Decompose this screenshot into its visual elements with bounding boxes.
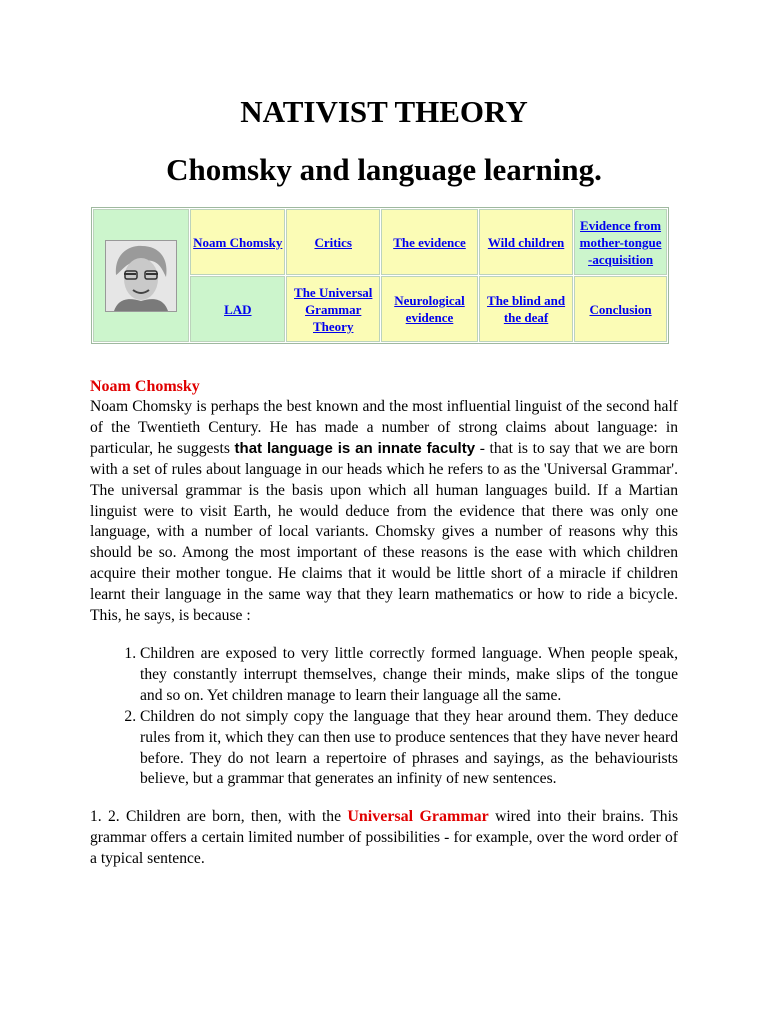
nav-cell-blind-deaf — [479, 276, 573, 342]
innate-faculty-emphasis: that language is an innate faculty — [234, 439, 476, 457]
nav-link-neurological-evidence[interactable]: Neurological evidence — [394, 293, 465, 325]
universal-grammar-highlight: Universal Grammar — [347, 808, 489, 826]
ug-text-start: 1. 2. Children are born, then, with the — [90, 808, 348, 826]
nav-link-critics[interactable]: Critics — [314, 234, 352, 250]
nav-link-mother-tongue-acquisition[interactable]: Evidence from mother-tongue -acquisition — [579, 217, 662, 267]
chomsky-portrait-photo — [105, 240, 177, 312]
nav-link-universal-grammar-theory[interactable]: The Universal Grammar Theory — [294, 284, 373, 334]
nav-cell-neurological — [381, 276, 478, 342]
nav-cell-critics — [286, 209, 380, 275]
nav-link-lad[interactable]: LAD — [224, 301, 252, 317]
nav-link-noam-chomsky[interactable]: Noam Chomsky — [193, 234, 283, 250]
navigation-table — [91, 207, 669, 344]
nav-cell-wild-children — [479, 209, 573, 275]
universal-grammar-paragraph — [90, 807, 678, 870]
intro-text-end: - that is to say that we are born with a set of rules about language in our heads which he refers to as the 'Universal Grammar'. The universal grammar is the basis upon which all human languages build. If a Martian linguist were to visit Earth, he would deduce from the evidence that there was only one language, with a number of local variants. Chomsky gives a number of reasons why this should be so. Among the most important of these reasons is the ease with which children acquire their mother tongue. He claims that it would be little short of a miracle if children learnt their language in the same way that they learn mathematics or how to ride a bicycle. This, he says, is because : — [90, 439, 679, 625]
intro-paragraph — [90, 397, 678, 627]
list-item: 1. Children are exposed to very little correctly formed language. When people speak, they constantly interrupt themselves, change their minds, make slips of the tongue and so on. Yet children manage to learn their language all the same. — [140, 644, 678, 707]
nav-cell-conclusion — [574, 276, 667, 342]
nav-cell-universal-grammar — [286, 276, 380, 342]
section-heading: Noam Chomsky — [90, 378, 200, 395]
nav-cell-lad — [190, 276, 285, 342]
nav-link-conclusion[interactable]: Conclusion — [589, 301, 652, 317]
list-item: 2. Children do not simply copy the language that they hear around them. They deduce rules from it, which they can then use to produce sentences that they have never heard before. They do not learn a repertoire of phrases and sayings, as the behaviourists believe, but a grammar that generates an infinity of new sentences. — [140, 707, 678, 791]
nav-link-blind-and-deaf[interactable]: The blind and the deaf — [487, 293, 566, 325]
intro-text-start: Noam Chomsky is perhaps the best known and the most influential linguist of the second half of the Twentieth Century. He has made a number of strong claims about language: in particular, he suggests — [90, 398, 678, 457]
portrait-cell — [93, 209, 189, 342]
nav-link-the-evidence[interactable]: The evidence — [393, 234, 466, 250]
nav-link-wild-children[interactable]: Wild children — [487, 234, 565, 250]
nav-cell-mother-tongue — [574, 209, 667, 275]
nav-cell-noam-chomsky — [190, 209, 285, 275]
nav-cell-the-evidence — [381, 209, 478, 275]
reasons-list — [90, 644, 678, 790]
article-body — [90, 377, 678, 870]
ug-text-end: wired into their brains. This grammar offers a certain limited number of possibilities - for example, over the word order of a typical sentence. — [90, 808, 679, 868]
page-subtitle: Chomsky and language learning. — [166, 152, 602, 187]
page-title: NATIVIST THEORY — [240, 94, 528, 129]
